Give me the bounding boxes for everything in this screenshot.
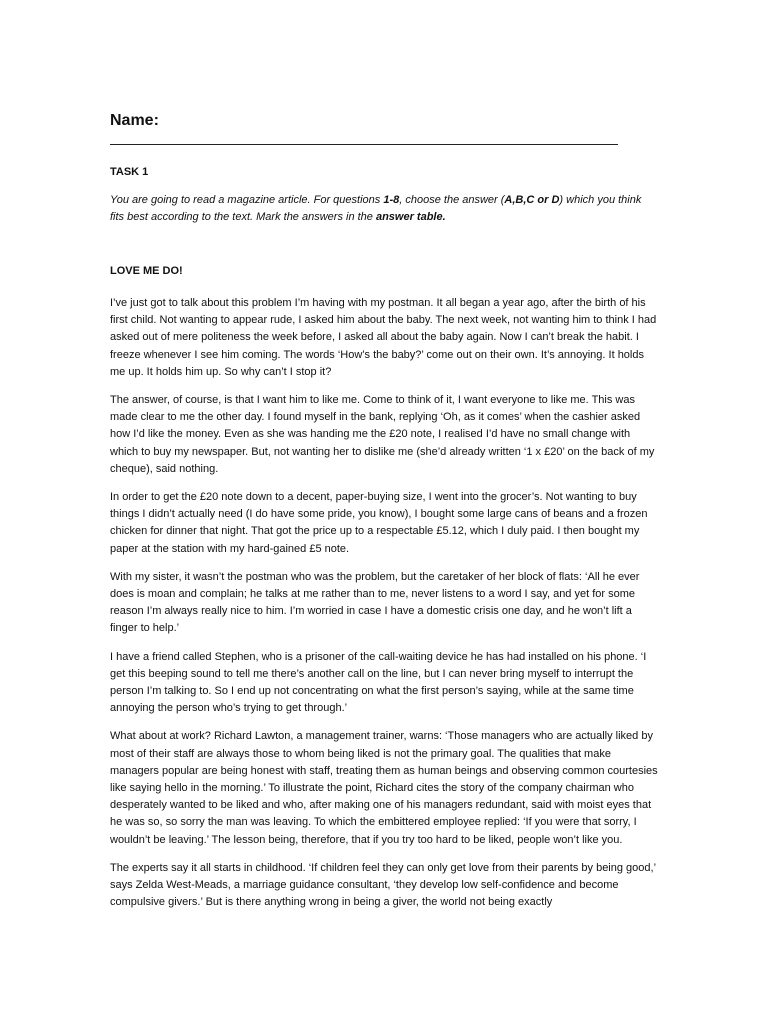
instr-part1: You are going to read a magazine article. For questions <box>110 194 384 206</box>
instr-questions: 1-8 <box>383 194 400 206</box>
task-instructions <box>110 192 658 226</box>
worksheet-page <box>110 110 658 923</box>
article-paragraph: What about at work? Richard Lawton, a management trainer, warns: ‘Those managers who are actually liked by most of their staff are always those to whom being liked is not the primary goal. The qualities that make managers popular are being honest with staff, treating them as human beings and observing common courtesies like saying hello in the morning.’ To illustrate the point, Richard cites the story of the company chairman who desperately wanted to be liked and who, after making one of his managers redundant, said with moist eyes that he was so, so sorry the man was leaving. To which the embittered employee replied: ‘If you were that sorry, I wouldn’t be leaving.’ The lesson being, therefore, that if you try too hard to be liked, people won’t like you. <box>110 730 658 846</box>
instr-part3: ) which you think fits best according to the text. Mark the answers in the <box>110 194 642 223</box>
article-paragraph: In order to get the £20 note down to a decent, paper-buying size, I went into the grocer’s. Not wanting to buy things I didn’t actually need (I do have some pride, you know), I bought some large cans of beans and a frozen chicken for dinner that night. That got the price up to a respectable £5.12, which I duly paid. I then bought my paper at the station with my hard-gained £5 note. <box>110 491 648 555</box>
instr-part2: , choose the answer ( <box>399 194 505 206</box>
instr-options: A,B,C or D <box>504 194 560 206</box>
article-body <box>110 295 658 912</box>
article-paragraph: The experts say it all starts in childhood. ‘If children feel they can only get love from their parents by being good,’ says Zelda West-Meads, a marriage guidance consultant, ‘they develop low self-confidence and become compulsive givers.’ But is there anything wrong in being a giver, the world not being exactly <box>110 861 656 909</box>
article-paragraph: With my sister, it wasn’t the postman who was the problem, but the caretaker of her block of flats: ‘All he ever does is moan and complain; he talks at me rather than to me, never listens to a word I say, and yet for some reason I’m always really nice to him. I’m worried in case I have a domestic crisis one day, and he won’t lift a finger to help.’ <box>110 570 640 635</box>
name-underline <box>110 144 618 145</box>
article-paragraph: The answer, of course, is that I want him to like me. Come to think of it, I want everyone to like me. This was made clear to me the other day. I found myself in the bank, replying ‘Oh, as it comes’ when the cashier asked how I’d like the money. Even as she was handing me the £20 note, I realised I’d have no small change with which to buy my newspaper. But, not wanting her to dislike me (she’d already written ‘1 x £20’ on the back of my cheque), said nothing. <box>110 394 655 475</box>
article-paragraph: I’ve just got to talk about this problem I’m having with my postman. It all began a year ago, after the birth of his first child. Not wanting to appear rude, I asked him about the baby. The next week, not wanting him to think I had asked out of mere politeness the week before, I asked all about the baby again. Now I can’t break the habit. I freeze whenever I see him coming. The words ‘How’s the baby?’ come out on their own. It’s annoying. It holds me up. It holds him up. So why can’t I stop it? <box>110 297 657 378</box>
article-title: LOVE ME DO! <box>110 265 183 277</box>
task-title: TASK 1 <box>110 166 149 178</box>
name-label: Name: <box>110 112 159 129</box>
instr-answer-table: answer table. <box>375 211 446 223</box>
article-paragraph: I have a friend called Stephen, who is a prisoner of the call-waiting device he has had installed on his phone. ‘I get this beeping sound to tell me there’s another call on the line, but I can never bring myself to interrupt the person I’m talking to. So I end up not concentrating on what the first person’s saying, while at the same time annoying the person who’s trying to get through.’ <box>110 650 647 715</box>
